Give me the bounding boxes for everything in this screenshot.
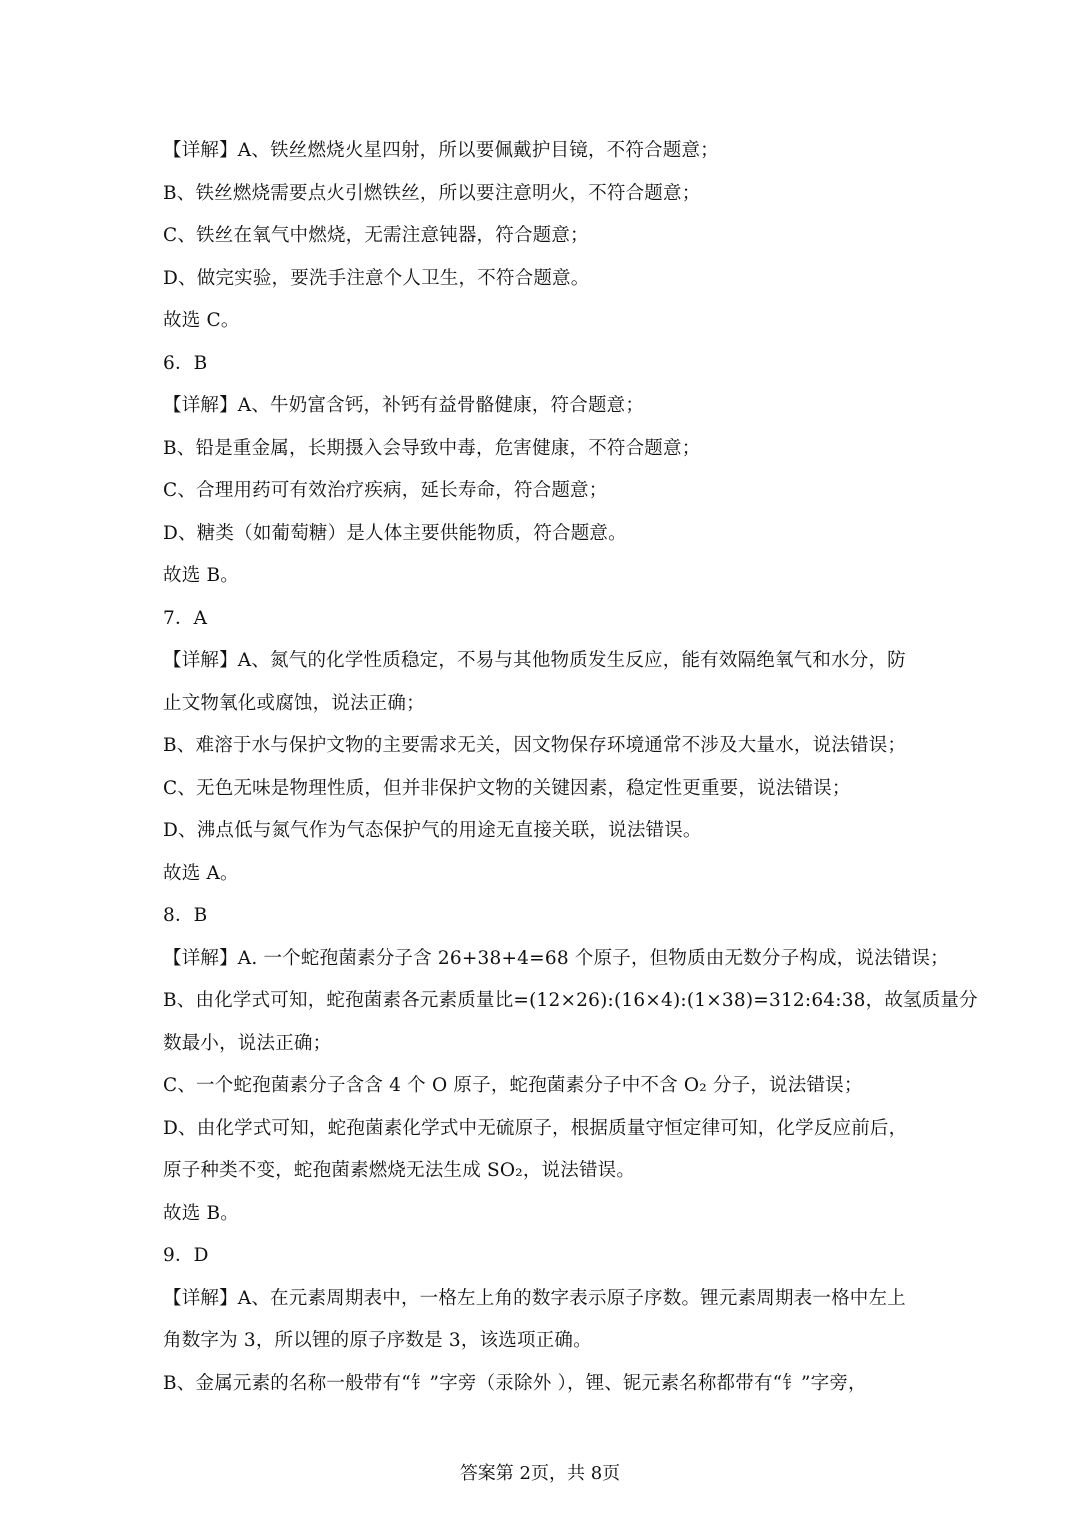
text-line: B、铁丝燃烧需要点火引燃铁丝，所以要注意明火，不符合题意； <box>163 182 701 204</box>
text-line: 【详解】A、在元素周期表中，一格左上角的数字表示原子序数。锂元素周期表一格中左上 <box>163 1287 906 1309</box>
text-line: C、无色无味是物理性质，但并非保护文物的关键因素，稳定性更重要，说法错误； <box>163 777 851 799</box>
question-answer-heading: 9．D <box>163 1245 209 1266</box>
text-line: B、难溶于水与保护文物的主要需求无关，因文物保存环境通常不涉及大量水，说法错误； <box>163 735 907 756</box>
text-line: 故选 C。 <box>163 310 240 331</box>
text-line: C、合理用药可有效治疗疾病，延长寿命，符合题意； <box>163 480 608 501</box>
question-answer-heading: 6．B <box>163 352 208 374</box>
text-line: 止文物氧化或腐蚀，说法正确； <box>163 692 425 714</box>
text-line: 【详解】A. 一个蛇孢菌素分子含 26+38+4=68 个原子，但物质由无数分子构成，说法错误； <box>163 947 949 969</box>
question-answer-heading: 7．A <box>163 607 208 629</box>
text-line: 原子种类不变，蛇孢菌素燃烧无法生成 SO₂，说法错误。 <box>163 1160 636 1181</box>
question-answer-heading: 8．B <box>163 905 208 926</box>
text-line: 故选 B。 <box>163 1202 239 1224</box>
text-line: B、由化学式可知，蛇孢菌素各元素质量比=(12×26):(16×4):(1×38)=312:64:38，故氢质量分 <box>163 990 978 1011</box>
text-line: 故选 A。 <box>163 862 239 884</box>
answer-text-body <box>163 130 978 1405</box>
text-line: C、一个蛇孢菌素分子含含 4 个 O 原子，蛇孢菌素分子中不含 O₂ 分子，说法错误； <box>163 1075 863 1096</box>
text-line: 【详解】A、氮气的化学性质稳定，不易与其他物质发生反应，能有效隔绝氧气和水分，防 <box>163 650 906 671</box>
text-line: B、金属元素的名称一般带有“钅”字旁（汞除外 ），锂、铌元素名称都带有“钅”字旁， <box>163 1372 867 1394</box>
text-line: 【详解】A、牛奶富含钙，补钙有益骨骼健康，符合题意； <box>163 395 645 416</box>
text-line: D、由化学式可知，蛇孢菌素化学式中无硫原子，根据质量守恒定律可知，化学反应前后， <box>163 1117 908 1139</box>
page-footer: 答案第 2页，共 8页 <box>459 1463 621 1484</box>
text-line: 数最小，说法正确； <box>163 1032 332 1054</box>
text-line: D、做完实验，要洗手注意个人卫生，不符合题意。 <box>163 267 590 289</box>
text-line: 【详解】A、铁丝燃烧火星四射，所以要佩戴护目镜，不符合题意； <box>163 140 719 161</box>
text-line: C、铁丝在氧气中燃烧，无需注意钝器，符合题意； <box>163 225 589 246</box>
text-line: 故选 B。 <box>163 565 239 586</box>
text-line: D、沸点低与氮气作为气态保护气的用途无直接关联，说法错误。 <box>163 820 702 841</box>
text-line: D、糖类（如葡萄糖）是人体主要供能物质，符合题意。 <box>163 522 627 544</box>
text-line: B、铅是重金属，长期摄入会导致中毒，危害健康，不符合题意； <box>163 437 701 459</box>
text-line: 角数字为 3，所以锂的原子序数是 3，该选项正确。 <box>163 1330 592 1351</box>
